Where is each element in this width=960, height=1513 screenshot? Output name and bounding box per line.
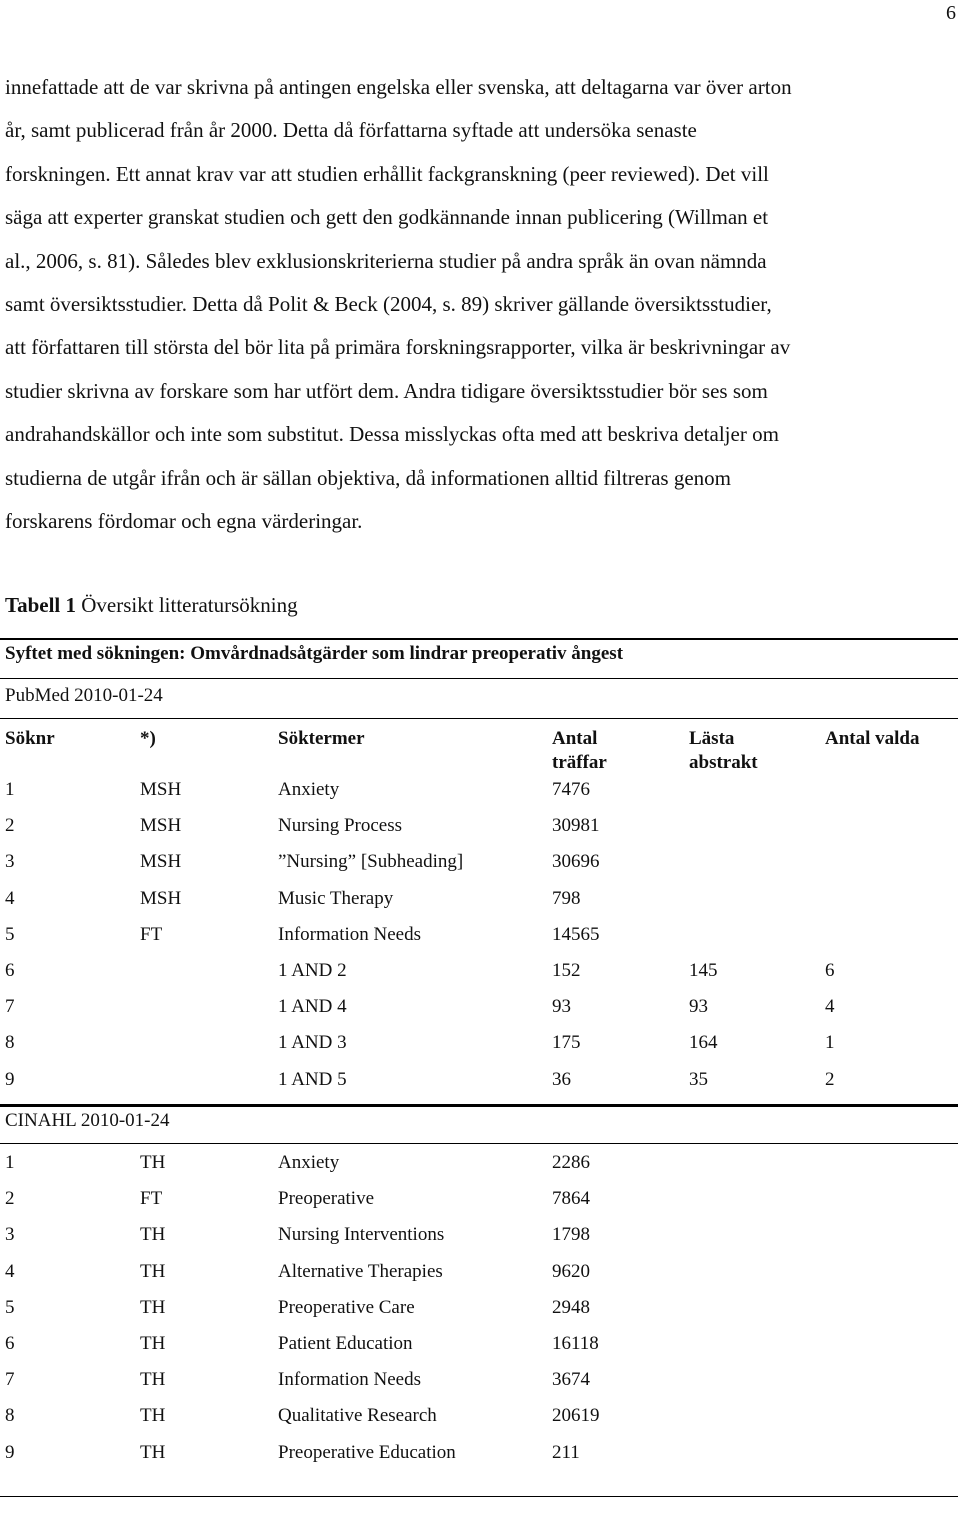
table-row	[0, 888, 958, 916]
cell-hits: 211	[552, 1441, 580, 1463]
cell-type: TH	[140, 1441, 166, 1463]
cell-terms: Nursing Interventions	[278, 1224, 445, 1246]
cell-hits: 175	[552, 1032, 581, 1054]
cell-soknr: 7	[5, 1369, 15, 1391]
cell-hits: 1798	[552, 1224, 590, 1246]
cell-terms: 1 AND 2	[278, 960, 347, 981]
rule	[0, 718, 958, 719]
paragraph-line: samt översiktsstudier. Detta då Polit & Beck (2004, s. 89) skriver gällande översiktsstudier,	[5, 291, 772, 316]
cell-hits: 2286	[552, 1152, 590, 1173]
paragraph-line: forskarens fördomar och egna värderingar.	[5, 508, 363, 533]
cell-soknr: 9	[5, 1068, 15, 1090]
cell-read: 164	[689, 1032, 718, 1054]
cell-hits: 36	[552, 1068, 571, 1090]
table-row	[0, 1152, 958, 1180]
cell-soknr: 4	[5, 887, 15, 909]
table-row	[0, 960, 958, 988]
cell-chosen: 6	[825, 960, 835, 981]
cell-terms: 1 AND 4	[278, 996, 347, 1018]
cinahl-label: CINAHL 2010-01-24	[5, 1110, 170, 1131]
cell-soknr: 6	[5, 960, 15, 981]
header-terms: Söktermer	[278, 728, 365, 749]
header-type: *)	[140, 728, 156, 749]
cell-terms: 1 AND 5	[278, 1068, 347, 1090]
table-row	[0, 851, 958, 879]
cell-hits: 798	[552, 887, 581, 909]
cell-hits: 152	[552, 960, 581, 981]
cell-type: MSH	[140, 779, 182, 800]
cell-soknr: 8	[5, 1405, 15, 1427]
paragraph-line: forskningen. Ett annat krav var att studien erhållit fackgranskning (peer reviewed). Det vill	[5, 161, 769, 186]
cell-hits: 9620	[552, 1260, 590, 1282]
cell-terms: ”Nursing” [Subheading]	[278, 851, 464, 873]
table-row	[0, 815, 958, 843]
cell-type: TH	[140, 1296, 166, 1318]
cell-soknr: 5	[5, 923, 15, 945]
cell-hits: 3674	[552, 1369, 590, 1391]
pubmed-label: PubMed 2010-01-24	[5, 685, 163, 706]
paragraph-line: att författaren till största del bör lita på primära forskningsrapporter, vilka är beskrivningar av	[5, 335, 791, 360]
table-row	[0, 1333, 958, 1361]
paragraph-line: studier skrivna av forskare som har utfört dem. Andra tidigare översiktsstudier bör ses som	[5, 378, 768, 403]
cell-soknr: 1	[5, 779, 15, 800]
cell-soknr: 9	[5, 1441, 15, 1463]
cell-type: MSH	[140, 815, 182, 837]
cell-soknr: 8	[5, 1032, 15, 1054]
cell-chosen: 4	[825, 996, 835, 1018]
cell-type: TH	[140, 1152, 166, 1173]
cell-hits: 16118	[552, 1333, 599, 1354]
table-row	[0, 996, 958, 1024]
cell-type: TH	[140, 1224, 166, 1246]
header-chosen: Antal valda	[825, 728, 920, 749]
table-row	[0, 924, 958, 952]
cell-soknr: 2	[5, 1188, 15, 1210]
cell-soknr: 6	[5, 1333, 15, 1354]
cell-soknr: 5	[5, 1296, 15, 1318]
cell-read: 35	[689, 1068, 708, 1090]
cell-terms: Anxiety	[278, 1152, 340, 1173]
paragraph-line: al., 2006, s. 81). Således blev exklusionskriterierna studier på andra språk än ovan nämnda	[5, 248, 767, 273]
cell-terms: Music Therapy	[278, 887, 394, 909]
cell-type: TH	[140, 1405, 166, 1427]
table-top-rule	[0, 638, 958, 640]
table-row	[0, 1069, 958, 1097]
cell-hits: 20619	[552, 1405, 600, 1427]
cell-soknr: 1	[5, 1152, 15, 1173]
cell-hits: 2948	[552, 1296, 590, 1318]
table-bottom-rule	[0, 1496, 958, 1497]
cell-hits: 30981	[552, 815, 600, 837]
cell-type: TH	[140, 1333, 166, 1354]
table-row	[0, 1188, 958, 1216]
cell-hits: 7476	[552, 779, 590, 800]
cell-hits: 14565	[552, 923, 600, 945]
cell-hits: 93	[552, 996, 571, 1018]
paragraph-line: andrahandskällor och inte som substitut. Dessa misslyckas ofta med att beskriva detaljer om	[5, 422, 779, 447]
table-row	[0, 1297, 958, 1325]
cell-terms: Preoperative Care	[278, 1296, 415, 1318]
cell-type: MSH	[140, 887, 182, 909]
paragraph-line: studierna de utgår ifrån och är sällan objektiva, då informationen alltid filtreras genom	[5, 465, 731, 490]
cell-type: TH	[140, 1260, 166, 1282]
paragraph-line: år, samt publicerad från år 2000. Detta då författarna syftade att undersöka senaste	[5, 118, 697, 143]
cell-read: 93	[689, 996, 708, 1018]
cell-terms: Qualitative Research	[278, 1405, 437, 1427]
paragraph-line: innefattade att de var skrivna på antingen engelska eller svenska, att deltagarna var över arton	[5, 75, 792, 99]
cell-type: TH	[140, 1369, 166, 1391]
cell-hits: 30696	[552, 851, 600, 873]
table-title-number: Tabell 1	[5, 593, 76, 617]
cell-terms: Information Needs	[278, 1369, 421, 1391]
cell-terms: Alternative Therapies	[278, 1260, 443, 1282]
cell-type: FT	[140, 1188, 163, 1210]
header-read: Lästa abstrakt	[689, 728, 758, 773]
paragraph-line: säga att experter granskat studien och gett den godkännande innan publicering (Willman et	[5, 205, 769, 230]
cell-soknr: 7	[5, 996, 15, 1018]
cell-terms: Preoperative	[278, 1188, 375, 1210]
table-row	[0, 1369, 958, 1397]
table-row	[0, 1442, 958, 1470]
cell-chosen: 2	[825, 1068, 835, 1090]
page-number: 6	[946, 2, 956, 24]
body-paragraph	[5, 66, 957, 543]
cell-terms: Information Needs	[278, 923, 421, 945]
rule	[0, 1104, 958, 1107]
cell-soknr: 2	[5, 815, 15, 837]
rule	[0, 1143, 958, 1144]
cell-soknr: 3	[5, 851, 15, 873]
table-title	[5, 593, 298, 618]
cell-soknr: 4	[5, 1260, 15, 1282]
cell-soknr: 3	[5, 1224, 15, 1246]
table-row	[0, 1261, 958, 1289]
cell-type: MSH	[140, 851, 182, 873]
cell-chosen: 1	[825, 1032, 835, 1054]
cell-terms: Preoperative Education	[278, 1441, 456, 1463]
cell-terms: 1 AND 3	[278, 1032, 347, 1054]
cell-type: FT	[140, 923, 163, 945]
search-purpose: Syftet med sökningen: Omvårdnadsåtgärder som lindrar preoperativ ångest	[5, 643, 624, 664]
table-row	[0, 1224, 958, 1252]
header-hits: Antal träffar	[552, 728, 607, 773]
table-title-text: Översikt litteratursökning	[81, 593, 298, 617]
cell-hits: 7864	[552, 1188, 590, 1210]
cell-read: 145	[689, 960, 718, 981]
table-row	[0, 1405, 958, 1433]
header-soknr: Söknr	[5, 728, 55, 749]
table-row	[0, 1032, 958, 1060]
cell-terms: Nursing Process	[278, 815, 403, 837]
cell-terms: Anxiety	[278, 779, 340, 800]
rule	[0, 678, 958, 679]
table-row	[0, 779, 958, 807]
cell-terms: Patient Education	[278, 1333, 413, 1354]
